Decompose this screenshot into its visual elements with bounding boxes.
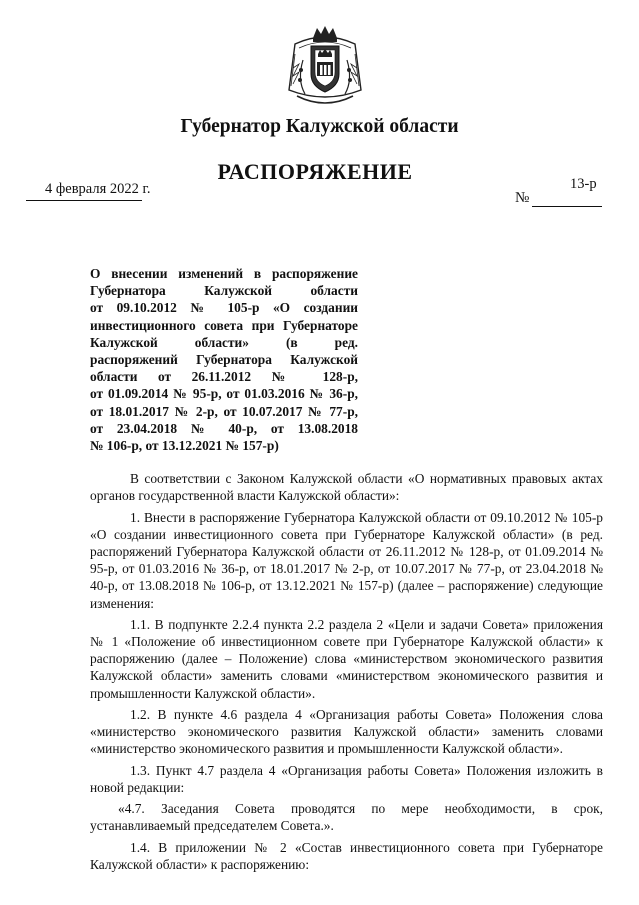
paragraph-item-1: 1. Внести в распоряжение Губернатора Калужской области от 09.10.2012 № 105-р «О создании инвестиционного совета при Губернаторе Калужской области» (в ред. распоряжений Губернатора Калужской области от 26.11.2012 № 128-р, от 01.09.2014 № 95-р, от 01.03.2016 № 36-р, от 18.01.2017 № 2-р, от 10.07.2017 № 77-р, от 23.04.2018 № 40-р, от 13.08.2018 № 106-р, от 13.12.2021 № 157-р) (далее – распоряжение) следующие изменения: <box>90 509 603 611</box>
coat-of-arms-icon <box>285 24 365 110</box>
authority-heading: Губернатор Калужской области <box>180 116 459 137</box>
title-line: от 23.04.2018 № 40-р, от 13.08.2018 <box>90 420 358 436</box>
paragraph-item-1-2: 1.2. В пункте 4.6 раздела 4 «Организация работы Совета» Положения слова «министерство экономического развития Калужской области» заменить словами «министерство экономического развития и промышленности Калужской области». <box>90 706 603 757</box>
title-line: Губернатора Калужской области <box>90 283 358 299</box>
date-underline <box>26 200 142 201</box>
title-line: от 18.01.2017 № 2-р, от 10.07.2017 № 77-р, <box>90 403 358 419</box>
document-type-heading: РАСПОРЯЖЕНИЕ <box>217 159 413 184</box>
title-line: Калужской области» (в ред. <box>90 334 358 350</box>
title-line: от 01.09.2014 № 95-р, от 01.03.2016 № 36-р, <box>90 386 358 402</box>
title-line: № 106-р, от 13.12.2021 № 157-р) <box>90 437 279 453</box>
paragraph-item-1-4: 1.4. В приложении № 2 «Состав инвестиционного совета при Губернаторе Калужской области» к распоряжению: <box>90 839 603 872</box>
paragraph-quote-4-7: «4.7. Заседания Совета проводятся по мере необходимости, в срок, устанавливаемый председателем Совета.». <box>90 801 603 834</box>
document-title <box>90 265 358 454</box>
paragraph-item-1-1: 1.1. В подпункте 2.2.4 пункта 2.2 раздела 2 «Цели и задачи Совета» приложения № 1 «Положение об инвестиционном совете при Губернаторе Калужской области» к распоряжению (далее – Положение) слова «министерством экономического развития Калужской области» заменить словами «министерством экономического развития и промышленности Калужской области». <box>90 616 603 701</box>
title-line: от 09.10.2012 № 105-р «О создании <box>90 300 358 316</box>
number-label: № <box>515 190 530 206</box>
document-number: 13-р <box>570 176 597 192</box>
number-underline <box>532 206 602 207</box>
title-line: инвестиционного совета при Губернаторе <box>90 317 358 333</box>
title-line: О внесении изменений в распоряжение <box>90 266 358 281</box>
title-line: области от 26.11.2012 № 128-р, <box>90 369 358 385</box>
paragraph-preamble: В соответствии с Законом Калужской области «О нормативных правовых актах органов государственной власти Калужской области»: <box>90 471 603 504</box>
paragraph-item-1-3: 1.3. Пункт 4.7 раздела 4 «Организация работы Совета» Положения изложить в новой редакции: <box>90 762 603 795</box>
title-line: распоряжений Губернатора Калужской <box>90 351 358 367</box>
document-date: 4 февраля 2022 г. <box>45 181 151 197</box>
document-body <box>90 470 603 877</box>
